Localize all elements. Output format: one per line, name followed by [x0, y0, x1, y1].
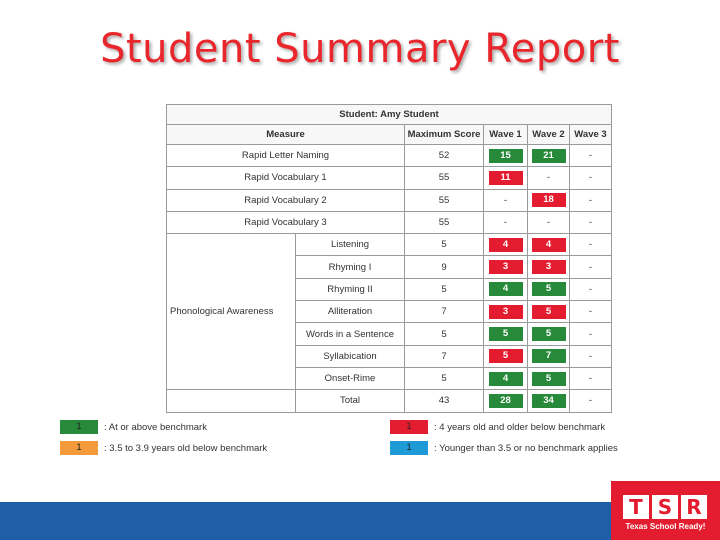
score-chip: 3	[489, 305, 523, 319]
max-score: 55	[405, 211, 484, 233]
max-score: 55	[405, 189, 484, 211]
score-chip: 18	[532, 193, 566, 207]
legend-text: : 4 years old and older below benchmark	[434, 421, 606, 433]
wave-3-score: -	[570, 211, 612, 233]
wave-2-score	[528, 278, 570, 300]
measure-name: Rapid Vocabulary 2	[167, 189, 405, 211]
legend-item	[60, 441, 267, 455]
max-score: 43	[405, 390, 484, 412]
score-chip: 5	[532, 282, 566, 296]
measure-name: Rapid Letter Naming	[167, 145, 405, 167]
wave-1-score: -	[484, 189, 528, 211]
max-score: 5	[405, 323, 484, 345]
group-label: Phonological Awareness	[167, 234, 296, 390]
wave-3-score: -	[570, 145, 612, 167]
score-chip: 5	[532, 327, 566, 341]
score-chip: 5	[532, 372, 566, 386]
table-row	[167, 211, 612, 233]
wave-3-score: -	[570, 323, 612, 345]
score-chip: 28	[489, 394, 523, 408]
score-chip: 3	[532, 260, 566, 274]
wave-3-score: -	[570, 234, 612, 256]
score-chip: 4	[489, 238, 523, 252]
wave-1-score	[484, 278, 528, 300]
blank-cell	[167, 390, 296, 412]
header-max-score: Maximum Score	[405, 125, 484, 145]
score-chip: 4	[489, 282, 523, 296]
legend-text: : At or above benchmark	[104, 421, 207, 433]
tsr-logo	[611, 481, 720, 540]
wave-2-score	[528, 323, 570, 345]
legend-swatch: 1	[60, 441, 98, 455]
logo-tagline: Texas School Ready!	[625, 522, 706, 531]
wave-3-score: -	[570, 390, 612, 412]
wave-2-score	[528, 234, 570, 256]
logo-letter-r: R	[681, 495, 707, 519]
table-row	[167, 234, 612, 256]
score-chip: 7	[532, 349, 566, 363]
header-wave-3: Wave 3	[570, 125, 612, 145]
wave-2-score	[528, 301, 570, 323]
wave-1-score	[484, 167, 528, 189]
page-title: Student Summary Report	[100, 26, 620, 72]
header-wave-2: Wave 2	[528, 125, 570, 145]
score-chip: 4	[532, 238, 566, 252]
max-score: 5	[405, 234, 484, 256]
table-row	[167, 145, 612, 167]
wave-2-score	[528, 145, 570, 167]
legend-swatch: 1	[60, 420, 98, 434]
wave-3-score: -	[570, 189, 612, 211]
max-score: 7	[405, 301, 484, 323]
logo-letter-t: T	[623, 495, 649, 519]
max-score: 52	[405, 145, 484, 167]
score-chip: 21	[532, 149, 566, 163]
wave-3-score: -	[570, 345, 612, 367]
score-chip: 3	[489, 260, 523, 274]
wave-1-score	[484, 234, 528, 256]
wave-2-score: -	[528, 167, 570, 189]
max-score: 5	[405, 278, 484, 300]
measure-name: Rapid Vocabulary 3	[167, 211, 405, 233]
wave-2-score	[528, 189, 570, 211]
measure-name: Rapid Vocabulary 1	[167, 167, 405, 189]
legend-swatch: 1	[390, 441, 428, 455]
max-score: 5	[405, 367, 484, 389]
wave-1-score: -	[484, 211, 528, 233]
legend-text: : Younger than 3.5 or no benchmark applies	[434, 442, 618, 454]
wave-1-score	[484, 367, 528, 389]
sub-measure-name: Syllabication	[296, 345, 405, 367]
wave-1-score	[484, 323, 528, 345]
score-chip: 34	[532, 394, 566, 408]
wave-3-score: -	[570, 256, 612, 278]
sub-measure-name: Rhyming I	[296, 256, 405, 278]
legend-text: : 3.5 to 3.9 years old below benchmark	[104, 442, 268, 454]
max-score: 55	[405, 167, 484, 189]
table-row	[167, 167, 612, 189]
header-measure: Measure	[167, 125, 405, 145]
wave-3-score: -	[570, 167, 612, 189]
wave-1-score	[484, 345, 528, 367]
wave-1-score	[484, 390, 528, 412]
legend-swatch: 1	[390, 420, 428, 434]
score-chip: 15	[489, 149, 523, 163]
wave-2-score	[528, 256, 570, 278]
summary-table	[166, 104, 612, 413]
score-chip: 5	[489, 327, 523, 341]
score-chip: 5	[489, 349, 523, 363]
sub-measure-name: Listening	[296, 234, 405, 256]
legend-item	[60, 420, 207, 434]
legend-item	[390, 420, 605, 434]
logo-letter-s: S	[652, 495, 678, 519]
header-wave-1: Wave 1	[484, 125, 528, 145]
wave-1-score	[484, 256, 528, 278]
score-chip: 11	[489, 171, 523, 185]
total-label: Total	[296, 390, 405, 412]
table-row	[167, 189, 612, 211]
wave-1-score	[484, 145, 528, 167]
legend-item	[390, 441, 618, 455]
score-chip: 5	[532, 305, 566, 319]
sub-measure-name: Onset-Rime	[296, 367, 405, 389]
wave-3-score: -	[570, 301, 612, 323]
wave-3-score: -	[570, 367, 612, 389]
sub-measure-name: Rhyming II	[296, 278, 405, 300]
sub-measure-name: Alliteration	[296, 301, 405, 323]
wave-2-score	[528, 345, 570, 367]
wave-2-score: -	[528, 211, 570, 233]
score-chip: 4	[489, 372, 523, 386]
wave-3-score: -	[570, 278, 612, 300]
wave-2-score	[528, 367, 570, 389]
table-row	[167, 390, 612, 412]
student-name: Student: Amy Student	[167, 105, 612, 125]
wave-2-score	[528, 390, 570, 412]
wave-1-score	[484, 301, 528, 323]
max-score: 9	[405, 256, 484, 278]
max-score: 7	[405, 345, 484, 367]
sub-measure-name: Words in a Sentence	[296, 323, 405, 345]
